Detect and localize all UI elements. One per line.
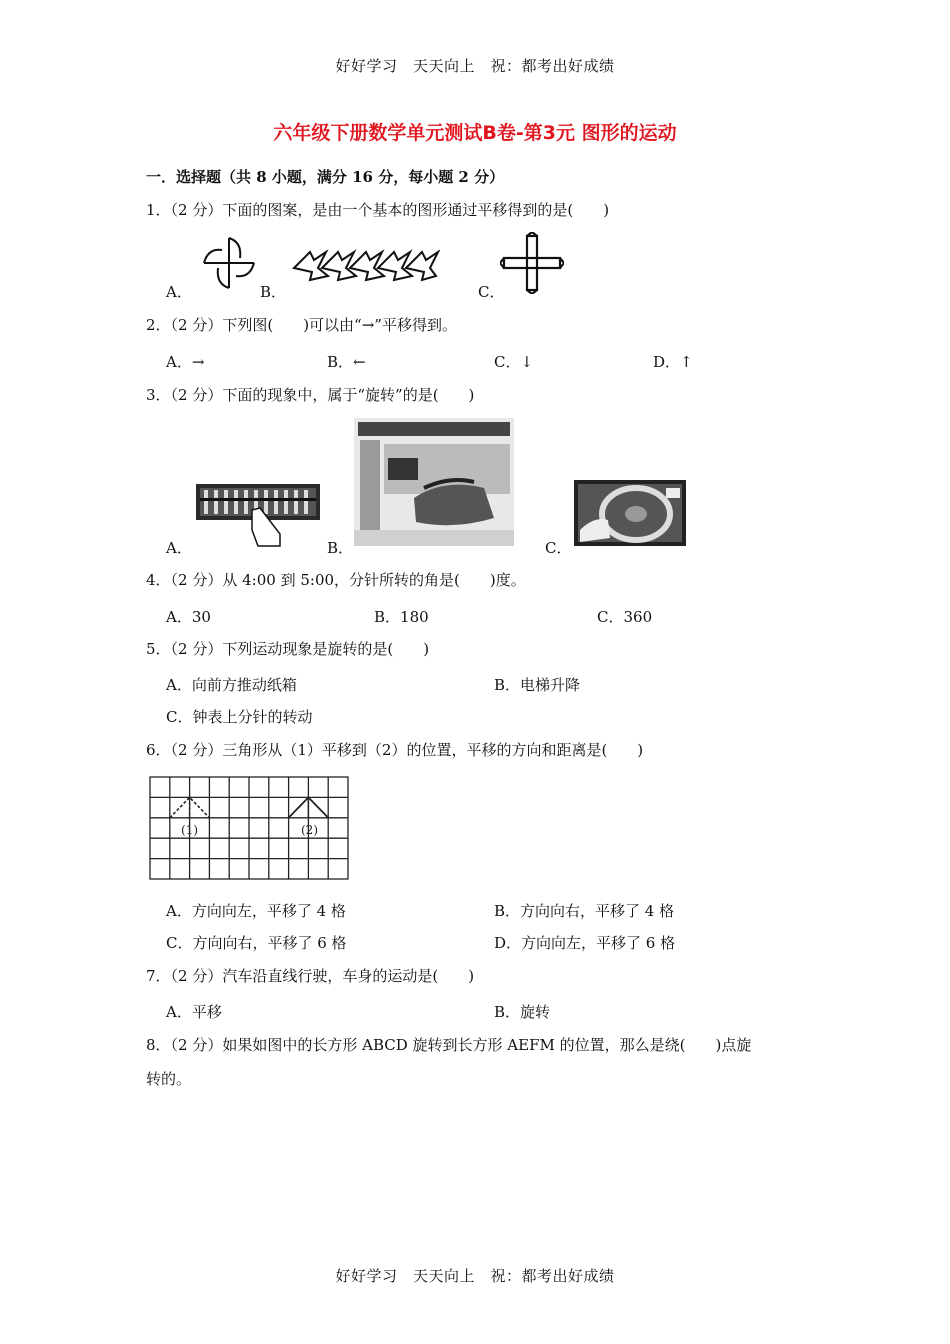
q5-option-a[interactable]: A．向前方推动纸箱	[166, 676, 297, 694]
q2-option-c[interactable]: C．↓	[494, 353, 534, 371]
cross-arrows-figure	[500, 232, 564, 294]
q3-option-c[interactable]: C．	[545, 539, 572, 557]
q3-option-a[interactable]: A．	[166, 539, 192, 557]
page-title: 六年级下册数学单元测试B卷-第3元 图形的运动	[273, 122, 677, 144]
page-footer: 好好学习 天天向上 祝：都考出好成绩	[335, 1267, 615, 1285]
q4-option-a[interactable]: A．30	[166, 608, 211, 626]
q6-option-c[interactable]: C．方向向右，平移了 6 格	[166, 934, 347, 952]
q6-option-a[interactable]: A．方向向左，平移了 4 格	[166, 902, 346, 920]
q2-option-b[interactable]: B．←	[327, 353, 366, 371]
steering-wheel-photo	[574, 480, 686, 546]
question-8-stem-line1: 8．（2 分）如果如图中的长方形 ABCD 旋转到长方形 AEFM 的位置，那么是绕( )点旋	[146, 1036, 752, 1054]
question-4-stem: 4．（2 分）从 4:00 到 5:00，分针所转的角是( )度。	[146, 571, 526, 589]
q6-option-b[interactable]: B．方向向右，平移了 4 格	[494, 902, 675, 920]
q3-option-b[interactable]: B．	[327, 539, 354, 557]
question-1-stem: 1．（2 分）下面的图案，是由一个基本的图形通过平移得到的是( )	[146, 201, 610, 219]
q1-option-b[interactable]: B．	[260, 283, 287, 301]
drawer-photo	[354, 418, 514, 546]
question-2-stem: 2．（2 分）下列图( )可以由“→”平移得到。	[146, 316, 457, 334]
translation-grid-figure	[148, 775, 350, 881]
q7-option-a[interactable]: A．平移	[166, 1003, 222, 1021]
q6-option-d[interactable]: D．方向向左，平移了 6 格	[494, 934, 676, 952]
question-7-stem: 7．（2 分）汽车沿直线行驶，车身的运动是( )	[146, 967, 475, 985]
q5-option-b[interactable]: B．电梯升降	[494, 676, 581, 694]
triangle-2-label: (2)	[301, 823, 318, 837]
section-heading: 一．选择题（共 8 小题，满分 16 分，每小题 2 分）	[146, 168, 505, 186]
q2-option-d[interactable]: D．↑	[653, 353, 693, 371]
q1-option-a[interactable]: A．	[166, 283, 192, 301]
question-6-stem: 6．（2 分）三角形从（1）平移到（2）的位置，平移的方向和距离是( )	[146, 741, 644, 759]
q4-option-b[interactable]: B．180	[374, 608, 429, 626]
triangle-1-label: (1)	[181, 823, 198, 837]
q5-option-c[interactable]: C．钟表上分针的转动	[166, 708, 313, 726]
q2-option-a[interactable]: A．→	[166, 353, 205, 371]
pinwheel-figure	[198, 234, 260, 292]
page-header: 好好学习 天天向上 祝：都考出好成绩	[335, 57, 615, 75]
abacus-photo	[194, 480, 324, 548]
q7-option-b[interactable]: B．旋转	[494, 1003, 551, 1021]
question-3-stem: 3．（2 分）下面的现象中，属于“旋转”的是( )	[146, 386, 475, 404]
question-5-stem: 5．（2 分）下列运动现象是旋转的是( )	[146, 640, 430, 658]
q4-option-c[interactable]: C．360	[597, 608, 653, 626]
zigzag-arrows-figure	[290, 246, 440, 286]
q1-option-c[interactable]: C．	[478, 283, 505, 301]
question-8-stem-line2: 转的。	[146, 1070, 192, 1088]
